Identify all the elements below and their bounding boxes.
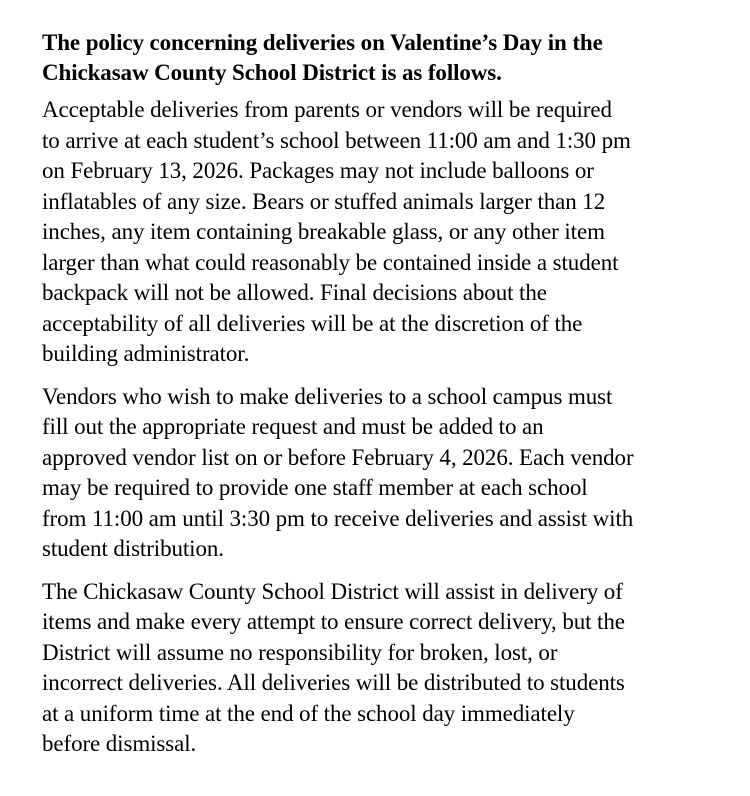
text-line: larger than what could reasonably be contained inside a student	[42, 249, 619, 275]
text-line: may be required to provide one staff member at each school	[42, 475, 588, 500]
policy-document	[42, 28, 742, 772]
text-line: Acceptable deliveries from parents or vendors will be required	[42, 97, 612, 122]
text-line: Vendors who wish to make deliveries to a school campus must	[42, 383, 613, 409]
text-line: incorrect deliveries. All deliveries will be distributed to students	[42, 670, 625, 695]
text-line: at a uniform time at the end of the school day immediately	[42, 700, 575, 726]
text-line: to arrive at each student’s school between 11:00 am and 1:30 pm	[42, 127, 631, 153]
text-line: student distribution.	[42, 536, 224, 561]
text-line: The Chickasaw County School District will assist in delivery of	[42, 578, 623, 604]
text-line: inches, any item containing breakable glass, or any other item	[42, 219, 605, 244]
text-line: items and make every attempt to ensure correct delivery, but the	[42, 609, 625, 634]
paragraph-acceptable-deliveries	[42, 95, 742, 370]
text-line: building administrator.	[42, 341, 250, 366]
text-line: fill out the appropriate request and must be added to an	[42, 414, 544, 439]
heading-line: The policy concerning deliveries on Valentine’s Day in the	[42, 30, 603, 55]
text-line: before dismissal.	[42, 731, 197, 756]
policy-heading	[42, 28, 742, 88]
text-line: on February 13, 2026. Packages may not include balloons or	[42, 158, 594, 183]
paragraph-vendors	[42, 382, 742, 565]
text-line: approved vendor list on or before February 4, 2026. Each vendor	[42, 444, 634, 470]
heading-line: Chickasaw County School District is as follows.	[42, 60, 502, 85]
text-line: District will assume no responsibility for broken, lost, or	[42, 639, 558, 665]
paragraph-district-responsibility	[42, 577, 742, 760]
text-line: from 11:00 am until 3:30 pm to receive deliveries and assist with	[42, 505, 634, 531]
text-line: inflatables of any size. Bears or stuffed animals larger than 12	[42, 188, 606, 214]
text-line: backpack will not be allowed. Final decisions about the	[42, 280, 547, 305]
text-line: acceptability of all deliveries will be at the discretion of the	[42, 310, 583, 336]
